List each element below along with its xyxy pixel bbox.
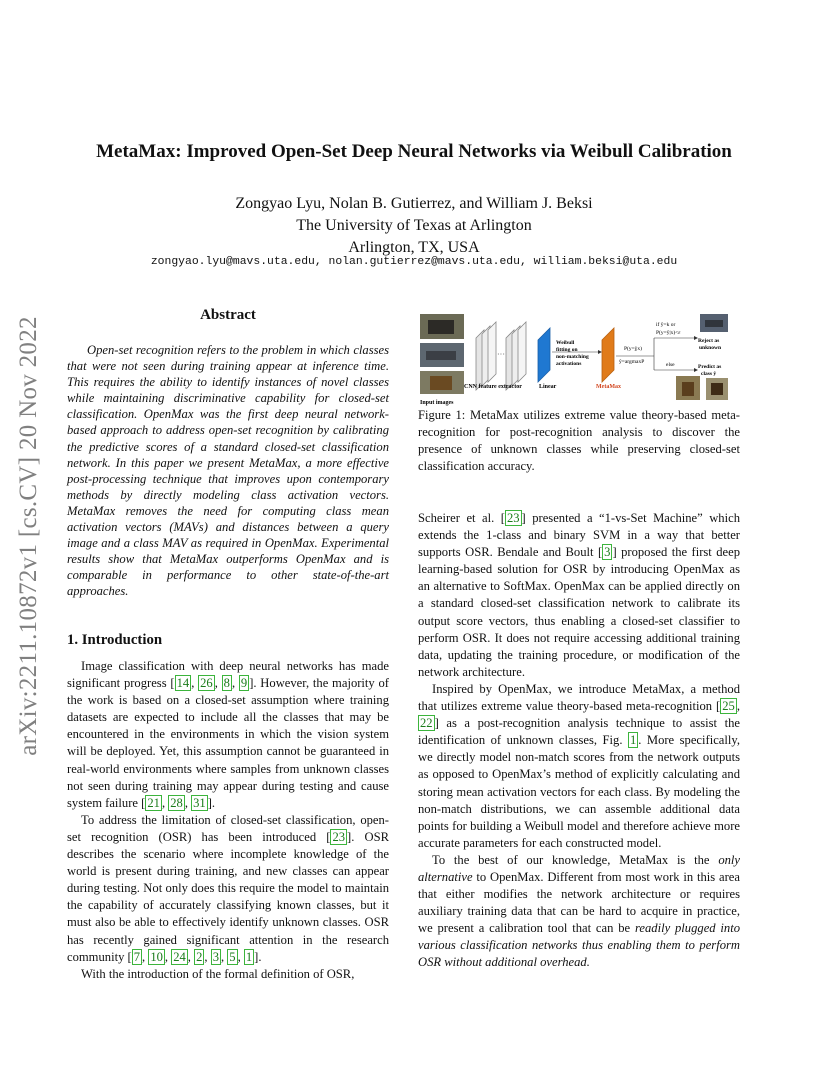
svg-text:class ŷ: class ŷ	[701, 371, 717, 377]
section-heading-introduction: 1. Introduction	[67, 632, 163, 648]
cnn-layer-stack-2	[506, 322, 526, 390]
text-run: ,	[736, 699, 740, 714]
text-run: ,	[191, 676, 199, 691]
paper-title: MetaMax: Improved Open-Set Deep Neural Networks via Weibull Calibration	[96, 141, 732, 162]
else-label: else	[666, 362, 675, 368]
text-run: ,	[204, 949, 211, 964]
svg-text:Weibull: Weibull	[556, 340, 575, 346]
metamax-block	[602, 328, 614, 382]
svg-text:unknown: unknown	[699, 345, 722, 351]
text-run: ,	[184, 795, 192, 810]
intro-paragraph-3: With the introduction of the formal definition of OSR,	[81, 966, 355, 981]
weibull-fitting-label	[556, 340, 589, 367]
condition-label	[656, 321, 681, 336]
metamax-label: MetaMax	[596, 384, 621, 390]
citation-link[interactable]: 1	[245, 949, 253, 964]
citation-link[interactable]: 2	[196, 949, 203, 964]
citation-link[interactable]: 3	[212, 949, 219, 964]
predict-label	[698, 364, 721, 377]
text-run: ]. However, the majority of the work is based on a closed-set assumption where training datasets are expected to include all the classes that may be encountered in the environments in which the vision system will be deployed. Yet, this assumption cannot be guaranteed in real-world environments where samples from unknown classes not seen during training may appear during testing and cause system failure [	[67, 676, 390, 810]
text-run: ,	[142, 949, 149, 964]
citation-link[interactable]: 3	[604, 545, 611, 560]
text-run: ,	[237, 949, 244, 964]
figure-1-caption: Figure 1: MetaMax utilizes extreme value theory-based meta-recognition for post-recognition analysis to discover the presence of unknown classes while preserving closed-set classification accuracy.	[418, 408, 740, 474]
text-run: ,	[187, 949, 195, 964]
svg-text:if ŷ=k or: if ŷ=k or	[656, 322, 676, 328]
citation-link[interactable]: 28	[170, 795, 183, 810]
linear-layer-block	[538, 328, 550, 382]
right-paragraph-2	[418, 681, 740, 852]
text-run: ,	[164, 949, 172, 964]
citation-link[interactable]: 9	[240, 676, 248, 691]
citation-link[interactable]: 26	[200, 676, 213, 691]
text-run: ] presented a “1-vs-Set Machine” which extends the 1-class and binary SVM in a way that better supports OSR. Bendale and Boult [	[418, 511, 740, 560]
text-run: ,	[231, 676, 239, 691]
svg-text:Reject as: Reject as	[698, 338, 720, 344]
abstract-body	[67, 342, 389, 600]
text-run: ].	[207, 795, 216, 810]
right-paragraph-3: To the best of our knowledge, MetaMax is the only alternative to OpenMax. Different from most work in this area that either modifies the network architecture or requires auxiliary training data that can be hard to acquire in practice, we present a calibration tool that can be readily plugged into various classification networks thus enabling them to perform OSR without additional overhead.	[418, 852, 740, 970]
cnn-label: CNN feature extractor	[464, 384, 522, 390]
text-run: Inspired by OpenMax, we introduce MetaMax, a method that utilizes extreme value theory-based meta-recognition [	[418, 681, 740, 714]
intro-paragraph-2	[67, 812, 389, 966]
right-paragraph-1	[418, 510, 740, 681]
svg-text:P(y=ŷ|x)<ε: P(y=ŷ|x)<ε	[656, 330, 681, 336]
text-run: ].	[254, 949, 262, 964]
argmax-label: ŷ=argmaxP	[619, 359, 645, 365]
citation-link[interactable]: 5	[229, 949, 236, 964]
intro-paragraph-1	[67, 658, 389, 812]
affiliation: The University of Texas at Arlington	[296, 217, 532, 234]
text-run: ,	[220, 949, 228, 964]
svg-text:activations: activations	[556, 361, 582, 367]
text-run: . More specifically, we directly model non-match scores from the network outputs as opposed to OpenMax’s method of explicitly calculating and storing mean activation vectors for each class. By modeling the non-match distributions, we can assemble additional data points for building a Weibull model and therefore achieve more accurate parameters for each constructed model.	[418, 733, 740, 850]
cnn-layer-stack-1	[476, 322, 496, 390]
reject-label	[698, 338, 721, 351]
arxiv-identifier: arXiv:2211.10872v1 [cs.CV] 20 Nov 2022	[15, 316, 42, 756]
citation-link[interactable]: 21	[147, 795, 160, 810]
arxiv-sidebar	[0, 286, 60, 786]
text-run: ] as a post-recognition analysis technique to assist the identification of unknown classes, Fig.	[418, 716, 740, 748]
citation-link[interactable]: 14	[176, 676, 190, 691]
text-run: Image classification with deep neural networks has made significant progress [	[67, 659, 389, 691]
input-images-label: Input images	[420, 400, 454, 406]
figure-1-pipeline-diagram	[418, 312, 740, 406]
citation-link[interactable]: 10	[150, 949, 163, 964]
text-run: ,	[161, 795, 169, 810]
right-column-body	[418, 510, 740, 972]
probability-label: P(y=j|x)	[624, 346, 642, 352]
citation-link[interactable]: 25	[722, 699, 735, 714]
text-run: To address the limitation of closed-set classification, open-set recognition (OSR) has been introduced [	[67, 812, 389, 844]
citation-link[interactable]: 1	[629, 733, 637, 748]
author-block	[0, 193, 828, 259]
citation-link[interactable]: 23	[332, 829, 346, 844]
svg-text:Predict as: Predict as	[698, 364, 722, 370]
citation-link[interactable]: 7	[133, 949, 141, 964]
introduction-body	[67, 658, 389, 983]
citation-link[interactable]: 31	[193, 795, 206, 810]
text-run: ,	[214, 676, 222, 691]
citation-link[interactable]: 23	[506, 511, 520, 525]
citation-link[interactable]: 8	[223, 676, 230, 691]
svg-text:non-matching: non-matching	[556, 354, 589, 360]
text-run: ] proposed the first deep learning-based solution for OSR by introducing OpenMax as an alternative to SoftMax. OpenMax can be applied directly on a standard closed-set classification network to calibrate its output score vectors, thus enabling a closed-set classifier to perform OSR. It does not require accessing additional training data, updating the training procedure, or modification of the network architecture.	[418, 545, 741, 679]
svg-text:fitting on: fitting on	[556, 347, 578, 353]
text-run: Scheirer et al. [	[418, 511, 505, 525]
location: Arlington, TX, USA	[348, 239, 480, 256]
author-emails: zongyao.lyu@mavs.uta.edu, nolan.gutierrez@mavs.uta.edu, william.beksi@uta.edu	[150, 256, 678, 268]
abstract-text: Open-set recognition refers to the problem in which classes that were not seen during training appear at inference time. This requires the ability to identify instances of novel classes while maintaining discriminative capability for closed-set classification. OpenMax was the first deep neural network-based approach to address open-set recognition by calibrating the predictive scores of a standard closed-set classification network. In this paper we present MetaMax, a more effective post-processing technique that improves upon contemporary methods by directly modeling class activation vectors. MetaMax removes the need for computing class mean activation vectors (MAVs) and distances between a query image and a class MAV as required in OpenMax. Experimental results show that MetaMax outperforms OpenMax and is comparable in performance to other state-of-the-art approaches.	[67, 343, 389, 599]
svg-text:···: ···	[497, 350, 505, 359]
citation-link[interactable]: 24	[173, 949, 186, 964]
text-run: ]. OSR describes the scenario where incomplete knowledge of the world is present during training, and new classes can appear during testing. Not only does this require the model to maintain the capability of accurately classifying known classes, but it must also be able to effectively identify unknown classes. OSR has recently gained significant attention in the research community [	[67, 829, 389, 964]
abstract-heading: Abstract	[200, 307, 256, 323]
citation-link[interactable]: 22	[420, 716, 433, 731]
authors: Zongyao Lyu, Nolan B. Gutierrez, and William J. Beksi	[235, 195, 593, 212]
linear-label: Linear	[539, 384, 557, 390]
